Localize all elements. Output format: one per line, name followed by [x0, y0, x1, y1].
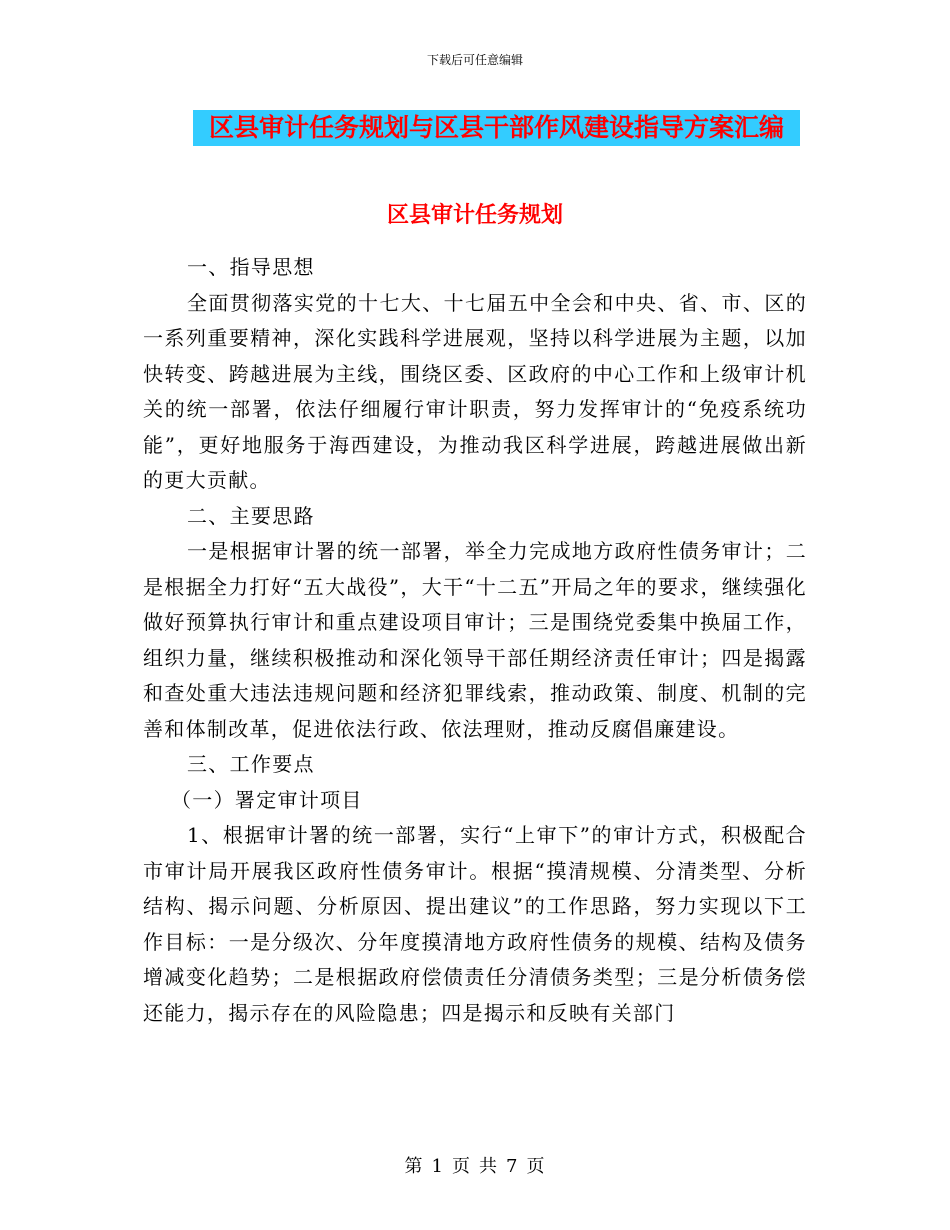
section-title: 区县审计任务规划: [386, 203, 563, 228]
footer-current-page: 1: [431, 1156, 444, 1177]
footer-total-pages: 7: [506, 1156, 519, 1177]
heading-guiding-thought: 一、指导思想: [187, 255, 315, 279]
footer-label-page: 第: [404, 1156, 424, 1177]
page-header-note: 下载后可任意编辑: [426, 53, 523, 67]
heading-main-approach: 二、主要思路: [187, 503, 315, 528]
paragraph-guiding-thought: 全面贯彻落实党的十七大、十七届五中全会和中央、省、市、区的一系列重要精神，深化实践科学进展观，坚持以科学进展为主题，以加快转变、跨越进展为主线，围绕区委、区政府的中心工作和上级审计机关的统一部署，依法仔细履行审计职责，努力发挥审计的“免疫系统功能”，更好地服务于海西建设，为推动我区科学进展，跨越进展做出新的更大贡献。: [143, 290, 807, 492]
footer-label-total: 共: [479, 1156, 498, 1177]
document-body: [143, 250, 807, 1031]
paragraph-audit-item-1: 1、根据审计署的统一部署，实行“上审下”的审计方式，积极配合市审计局开展我区政府性债务审计。根据“摸清规模、分清类型、分析结构、揭示问题、分析原因、提出建议”的工作思路，努力实现以下工作目标：一是分级次、分年度摸清地方政府性债务的规模、结构及债务增减变化趋势；二是根据政府偿债责任分清债务类型；三是分析债务偿还能力，揭示存在的风险隐患；四是揭示和反映有关部门: [143, 823, 807, 1025]
subheading-audit-projects: （一）署定审计项目: [171, 787, 363, 812]
page-number-footer: [0, 1155, 950, 1179]
document-title: 区县审计任务规划与区县干部作风建设指导方案汇编: [193, 110, 800, 146]
heading-work-points: 三、工作要点: [187, 752, 315, 776]
paragraph-main-approach: 一是根据审计署的统一部署，举全力完成地方政府性债务审计；二是根据全力打好“五大战役”，大干“十二五”开局之年的要求，继续强化做好预算执行审计和重点建设项目审计；三是围绕党委集中换届工作，组织力量，继续积极推动和深化领导干部任期经济责任审计；四是揭露和查处重大违法违规问题和经济犯罪线索，推动政策、制度、机制的完善和体制改革，促进依法行政、依法理财，推动反腐倡廉建设。: [143, 539, 807, 741]
footer-label-unit2: 页: [526, 1156, 546, 1177]
footer-label-unit: 页: [452, 1156, 471, 1177]
